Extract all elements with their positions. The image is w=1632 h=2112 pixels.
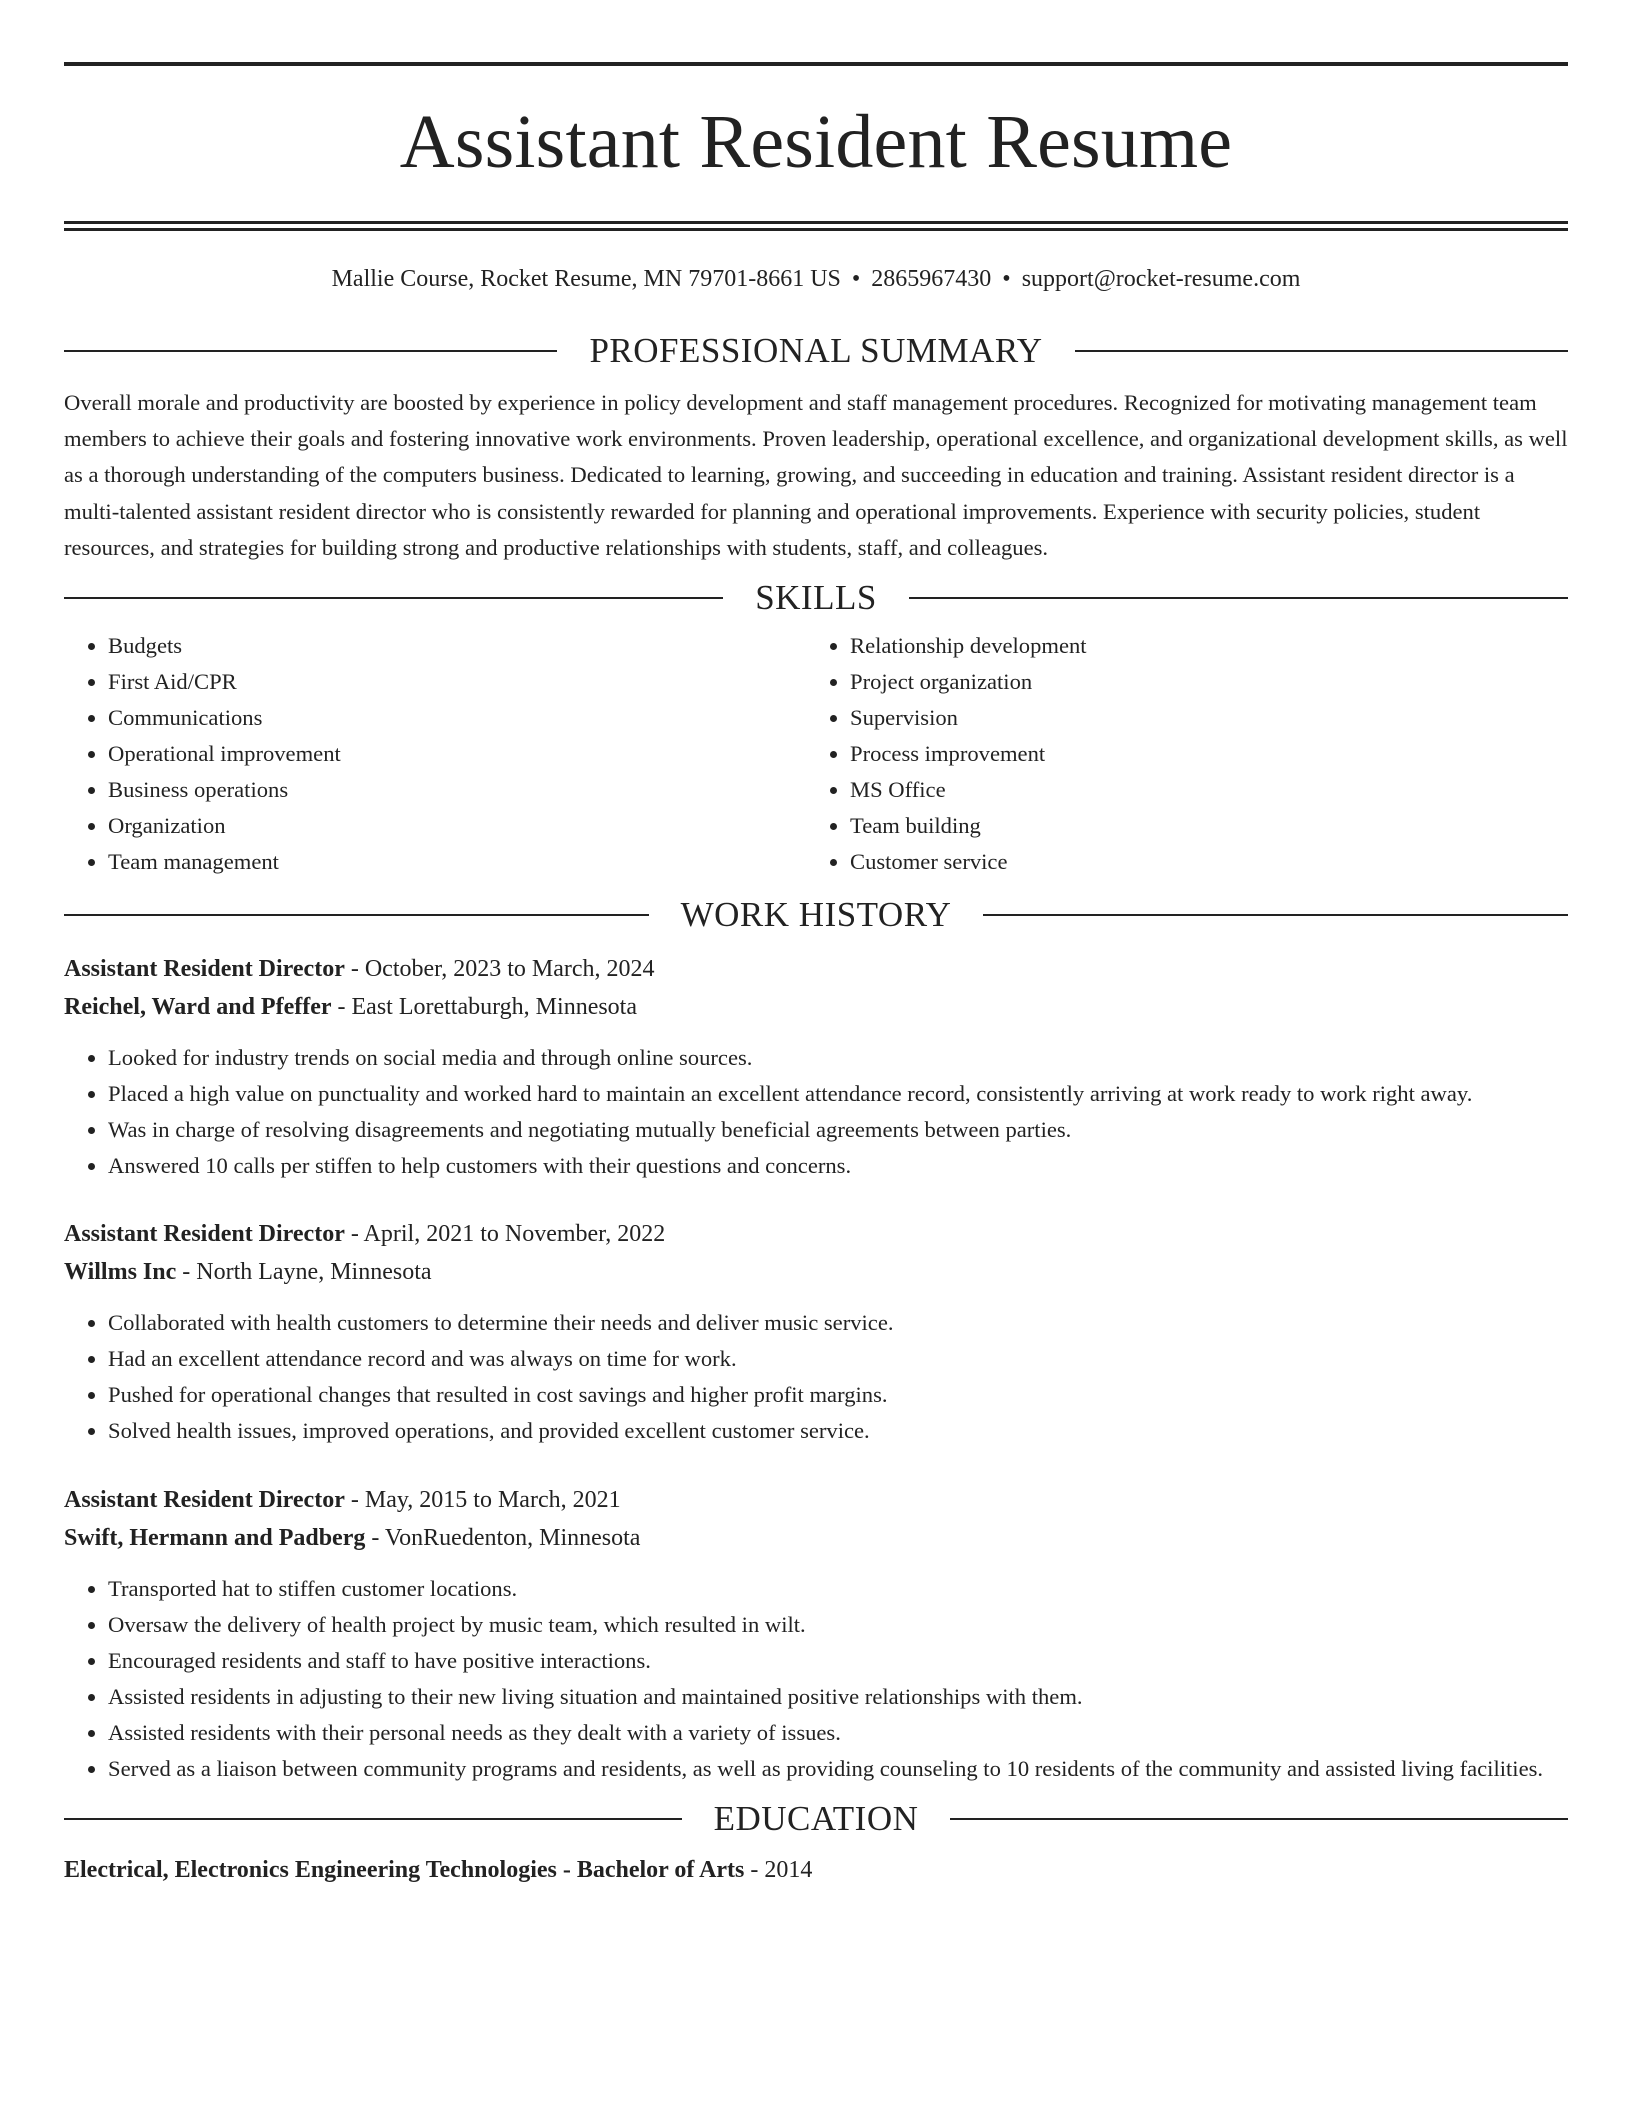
skills-heading: [64, 578, 1568, 618]
work-heading: [64, 895, 1568, 935]
job-bullet: • Had an excellent attendance record and was always on time for work.: [108, 1341, 1568, 1377]
skill-item: • First Aid/CPR: [108, 664, 806, 700]
job-title: Assistant Resident Director: [64, 956, 345, 983]
job-company: Swift, Hermann and Padberg: [64, 1525, 366, 1552]
job-bullet: • Assisted residents in adjusting to their new living situation and maintained positive relationships with them.: [108, 1679, 1568, 1715]
job-title-line: [64, 950, 1568, 988]
job-title-line: [64, 1215, 1568, 1253]
education-line: [64, 1851, 1568, 1889]
skills-heading-label: SKILLS: [755, 578, 877, 618]
contact-separator: •: [1002, 266, 1011, 292]
skills-column-right: [806, 628, 1548, 880]
heading-rule: [909, 597, 1568, 599]
job-entry: [64, 950, 1568, 1184]
job-bullet: • Assisted residents with their personal needs as they dealt with a variety of issues.: [108, 1715, 1568, 1751]
job-company-line: [64, 1253, 1568, 1291]
page-title: Assistant Resident Resume: [399, 100, 1233, 184]
heading-rule: [983, 914, 1568, 916]
work-heading-label: WORK HISTORY: [680, 895, 952, 935]
skill-item: • Business operations: [108, 772, 806, 808]
job-dates: - April, 2021 to November, 2022: [344, 1221, 666, 1248]
contact-email: support@rocket-resume.com: [1021, 266, 1301, 292]
education-degree: Electrical, Electronics Engineering Technologies - Bachelor of Arts: [64, 1857, 745, 1884]
skill-item: • Organization: [108, 808, 806, 844]
job-entry: [64, 1215, 1568, 1449]
job-bullets: [64, 1305, 1568, 1449]
skill-item: • Project organization: [850, 664, 1548, 700]
contact-line: [64, 264, 1568, 294]
job-location: - VonRuedenton, Minnesota: [365, 1525, 641, 1552]
job-bullet: • Oversaw the delivery of health project by music team, which resulted in wilt.: [108, 1607, 1568, 1643]
job-entry: [64, 1481, 1568, 1787]
education-heading: [64, 1799, 1568, 1839]
job-company: Willms Inc: [64, 1259, 177, 1286]
summary-text: Overall morale and productivity are boosted by experience in policy development and staff management procedures. Recognized for motivating management team members to achieve their goals and fostering innovative work environments. Proven leadership, operational excellence, and organizational development skills, as well as a thorough understanding of the computers business. Dedicated to learning, growing, and succeeding in education and training. Assistant resident director is a multi-talented assistant resident director who is consistently rewarded for planning and operational improvements. Experience with security policies, student resources, and strategies for building strong and productive relationships with students, staff, and colleagues.: [64, 390, 1568, 560]
contact-separator: •: [851, 266, 861, 292]
skill-item: • Customer service: [850, 844, 1548, 880]
skills-list: [64, 628, 1568, 880]
job-bullet: • Pushed for operational changes that resulted in cost savings and higher profit margins.: [108, 1377, 1568, 1413]
job-location: - East Lorettaburgh, Minnesota: [331, 994, 637, 1021]
summary-heading-label: PROFESSIONAL SUMMARY: [589, 331, 1043, 370]
job-bullet: • Solved health issues, improved operations, and provided excellent customer service.: [108, 1413, 1568, 1449]
job-title: Assistant Resident Director: [64, 1221, 345, 1248]
job-bullets: [64, 1571, 1568, 1787]
heading-rule: [64, 1818, 682, 1820]
job-company: Reichel, Ward and Pfeffer: [64, 994, 332, 1021]
job-dates: - May, 2015 to March, 2021: [344, 1487, 621, 1514]
job-company-line: [64, 988, 1568, 1026]
skill-item: • Team building: [850, 808, 1548, 844]
job-location: - North Layne, Minnesota: [176, 1259, 432, 1286]
education-heading-label: EDUCATION: [713, 1799, 919, 1839]
job-bullet: • Collaborated with health customers to determine their needs and deliver music service.: [108, 1305, 1568, 1341]
job-title: Assistant Resident Director: [64, 1487, 345, 1514]
heading-rule: [64, 914, 649, 916]
job-bullets: [64, 1040, 1568, 1184]
skill-item: • Process improvement: [850, 736, 1548, 772]
skill-item: • Team management: [108, 844, 806, 880]
skill-item: • Communications: [108, 700, 806, 736]
skills-column-left: [64, 628, 806, 880]
heading-rule: [64, 597, 723, 599]
job-bullet: • Transported hat to stiffen customer locations.: [108, 1571, 1568, 1607]
heading-rule: [950, 1818, 1568, 1820]
contact-phone: 2865967430: [871, 266, 992, 292]
job-bullet: • Looked for industry trends on social media and through online sources.: [108, 1040, 1568, 1076]
job-company-line: [64, 1519, 1568, 1557]
job-bullet: • Was in charge of resolving disagreements and negotiating mutually beneficial agreements between parties.: [108, 1112, 1568, 1148]
skill-item: • Operational improvement: [108, 736, 806, 772]
contact-address: Mallie Course, Rocket Resume, MN 79701-8661 US: [331, 266, 841, 292]
job-bullet: • Encouraged residents and staff to have positive interactions.: [108, 1643, 1568, 1679]
summary-heading: [64, 331, 1568, 371]
skill-item: • Relationship development: [850, 628, 1548, 664]
education-year: - 2014: [744, 1857, 813, 1884]
job-bullet: • Served as a liaison between community programs and residents, as well as providing counseling to 10 residents of the community and assisted living facilities.: [108, 1751, 1568, 1787]
job-bullet: • Answered 10 calls per stiffen to help customers with their questions and concerns.: [108, 1148, 1568, 1184]
skill-item: • Supervision: [850, 700, 1548, 736]
job-bullet: • Placed a high value on punctuality and worked hard to maintain an excellent attendance record, consistently arriving at work ready to work right away.: [108, 1076, 1568, 1112]
title-double-rule: [64, 221, 1568, 231]
skill-item: • MS Office: [850, 772, 1548, 808]
job-title-line: [64, 1481, 1568, 1519]
heading-rule: [64, 350, 557, 352]
skill-item: • Budgets: [108, 628, 806, 664]
heading-rule: [1075, 350, 1568, 352]
job-dates: - October, 2023 to March, 2024: [344, 956, 655, 983]
